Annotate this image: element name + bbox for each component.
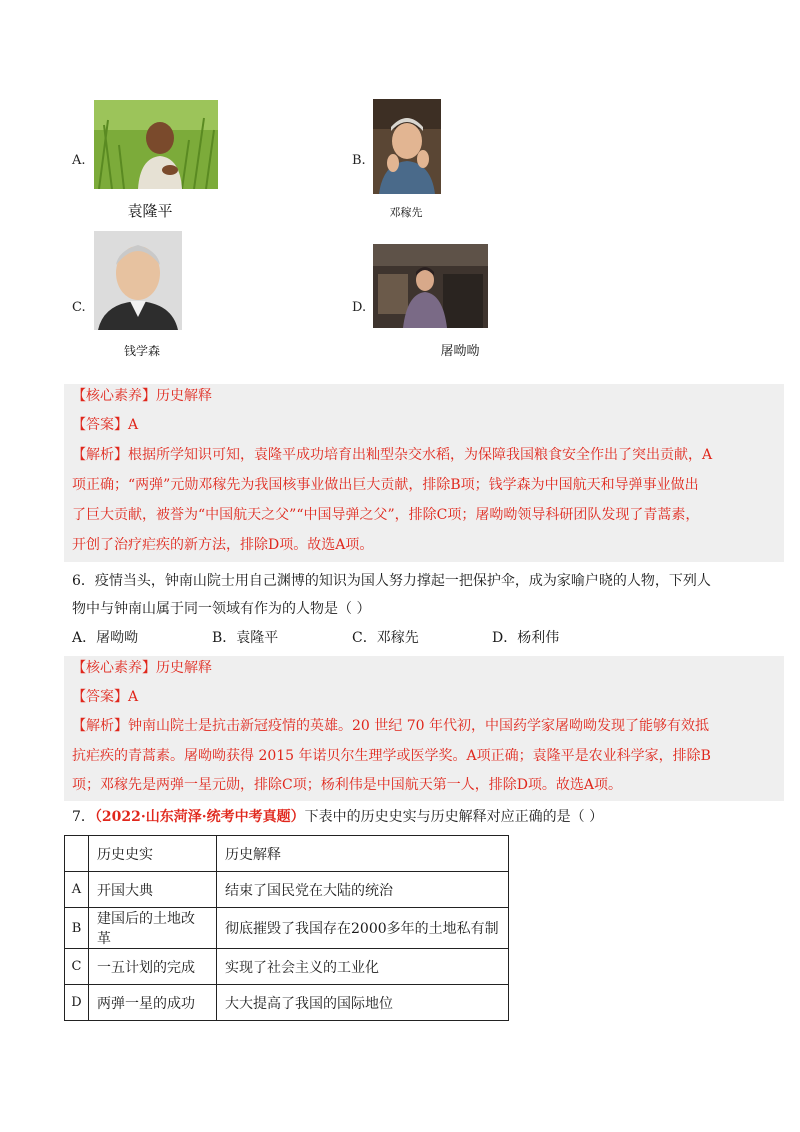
table-cell: 大大提高了我国的国际地位 xyxy=(217,985,509,1021)
q5-answer-line xyxy=(72,415,138,435)
table-row xyxy=(65,949,509,985)
core-value: 历史解释 xyxy=(156,388,212,404)
table-cell: 实现了社会主义的工业化 xyxy=(217,949,509,985)
option-a-letter: A. xyxy=(72,153,86,168)
explain-text: 根据所学知识可知，袁隆平成功培育出籼型杂交水稻，为保障我国粮食安全作出了突出贡献，A xyxy=(128,447,713,463)
qian-xuesen-photo xyxy=(94,231,182,330)
q5-core-line xyxy=(72,386,212,406)
explain-tag: 【解析】 xyxy=(72,718,128,734)
table-row xyxy=(65,872,509,908)
answer-value: A xyxy=(128,689,139,705)
q6-explain-line-3: 项；邓稼先是两弹一星元勋，排除C项；杨利伟是中国航天第一人，排除D项。故选A项。 xyxy=(72,777,623,793)
table-cell: 一五计划的完成 xyxy=(89,949,217,985)
option-d-letter: D. xyxy=(352,300,367,315)
q7-stem xyxy=(72,807,603,827)
table-header-cell: 历史史实 xyxy=(89,836,217,872)
table-cell: B xyxy=(65,908,89,949)
table-header-cell: 历史解释 xyxy=(217,836,509,872)
table-cell: C xyxy=(65,949,89,985)
tu-youyou-photo xyxy=(373,244,488,328)
q6-explain-line-1 xyxy=(72,716,709,736)
q6-core-line xyxy=(72,658,212,678)
yuan-longping-photo xyxy=(94,100,218,189)
answer-tag: 【答案】 xyxy=(72,689,128,705)
core-tag: 【核心素养】 xyxy=(72,660,156,676)
q6-explain-line-2: 抗疟疾的青蒿素。屠呦呦获得 2015 年诺贝尔生理学或医学奖。A项正确；袁隆平是农业科学家，排除B xyxy=(72,748,711,764)
q5-explain-line-2: 项正确；“两弹”元勋邓稼先为我国核事业做出巨大贡献，排除B项；钱学森为中国航天和导弹事业做出 xyxy=(72,477,699,493)
table-row xyxy=(65,985,509,1021)
table-header-row xyxy=(65,836,509,872)
deng-jiaxian-photo xyxy=(373,99,441,194)
option-d-caption: 屠呦呦 xyxy=(440,344,480,359)
table-cell: A xyxy=(65,872,89,908)
q7-stem-text: 下表中的历史史实与历史解释对应正确的是（ ） xyxy=(304,809,604,825)
table-row xyxy=(65,908,509,949)
q6-options xyxy=(72,628,559,648)
q7-source: （2022·山东菏泽·统考中考真题） xyxy=(94,809,305,825)
q7-number: 7． xyxy=(72,809,95,825)
q6-option-b: B．袁隆平 xyxy=(212,630,279,646)
table-cell: 开国大典 xyxy=(89,872,217,908)
table-cell: D xyxy=(65,985,89,1021)
option-b-caption: 邓稼先 xyxy=(389,206,423,219)
option-c-caption: 钱学森 xyxy=(123,344,160,358)
q6-option-a: A．屠呦呦 xyxy=(72,630,139,646)
answer-tag: 【答案】 xyxy=(72,417,128,433)
answer-value: A xyxy=(128,417,139,433)
q6-stem-line-1: 6．疫情当头，钟南山院士用自己渊博的知识为国人努力撑起一把保护伞，成为家喻户晓的人物，下列人 xyxy=(72,573,711,589)
core-tag: 【核心素养】 xyxy=(72,388,156,404)
table-header-cell xyxy=(65,836,89,872)
table-cell: 两弹一星的成功 xyxy=(89,985,217,1021)
q6-option-d: D．杨利伟 xyxy=(492,630,560,646)
q5-explain-line-1 xyxy=(72,445,712,465)
history-table xyxy=(64,835,509,1021)
q6-answer-line xyxy=(72,687,138,707)
table-cell: 建国后的土地改革 xyxy=(89,908,217,949)
option-b-letter: B. xyxy=(352,153,366,168)
q5-explain-line-3: 了巨大贡献，被誉为“中国航天之父”“中国导弹之父”，排除C项；屠呦呦领导科研团队发现了青蒿素， xyxy=(72,507,700,523)
q6-option-c: C．邓稼先 xyxy=(352,630,419,646)
q5-explain-line-4: 开创了治疗疟疾的新方法，排除D项。故选A项。 xyxy=(72,537,374,553)
core-value: 历史解释 xyxy=(156,660,212,676)
option-c-letter: C. xyxy=(72,300,86,315)
q6-stem-line-2: 物中与钟南山属于同一领域有作为的人物是（ ） xyxy=(72,601,371,617)
table-cell: 结束了国民党在大陆的统治 xyxy=(217,872,509,908)
explain-tag: 【解析】 xyxy=(72,447,128,463)
table-cell: 彻底摧毁了我国存在2000多年的土地私有制 xyxy=(217,908,509,949)
explain-text: 钟南山院士是抗击新冠疫情的英雄。20 世纪 70 年代初，中国药学家屠呦呦发现了能够有效抵 xyxy=(128,718,709,734)
option-a-caption: 袁隆平 xyxy=(127,202,173,220)
